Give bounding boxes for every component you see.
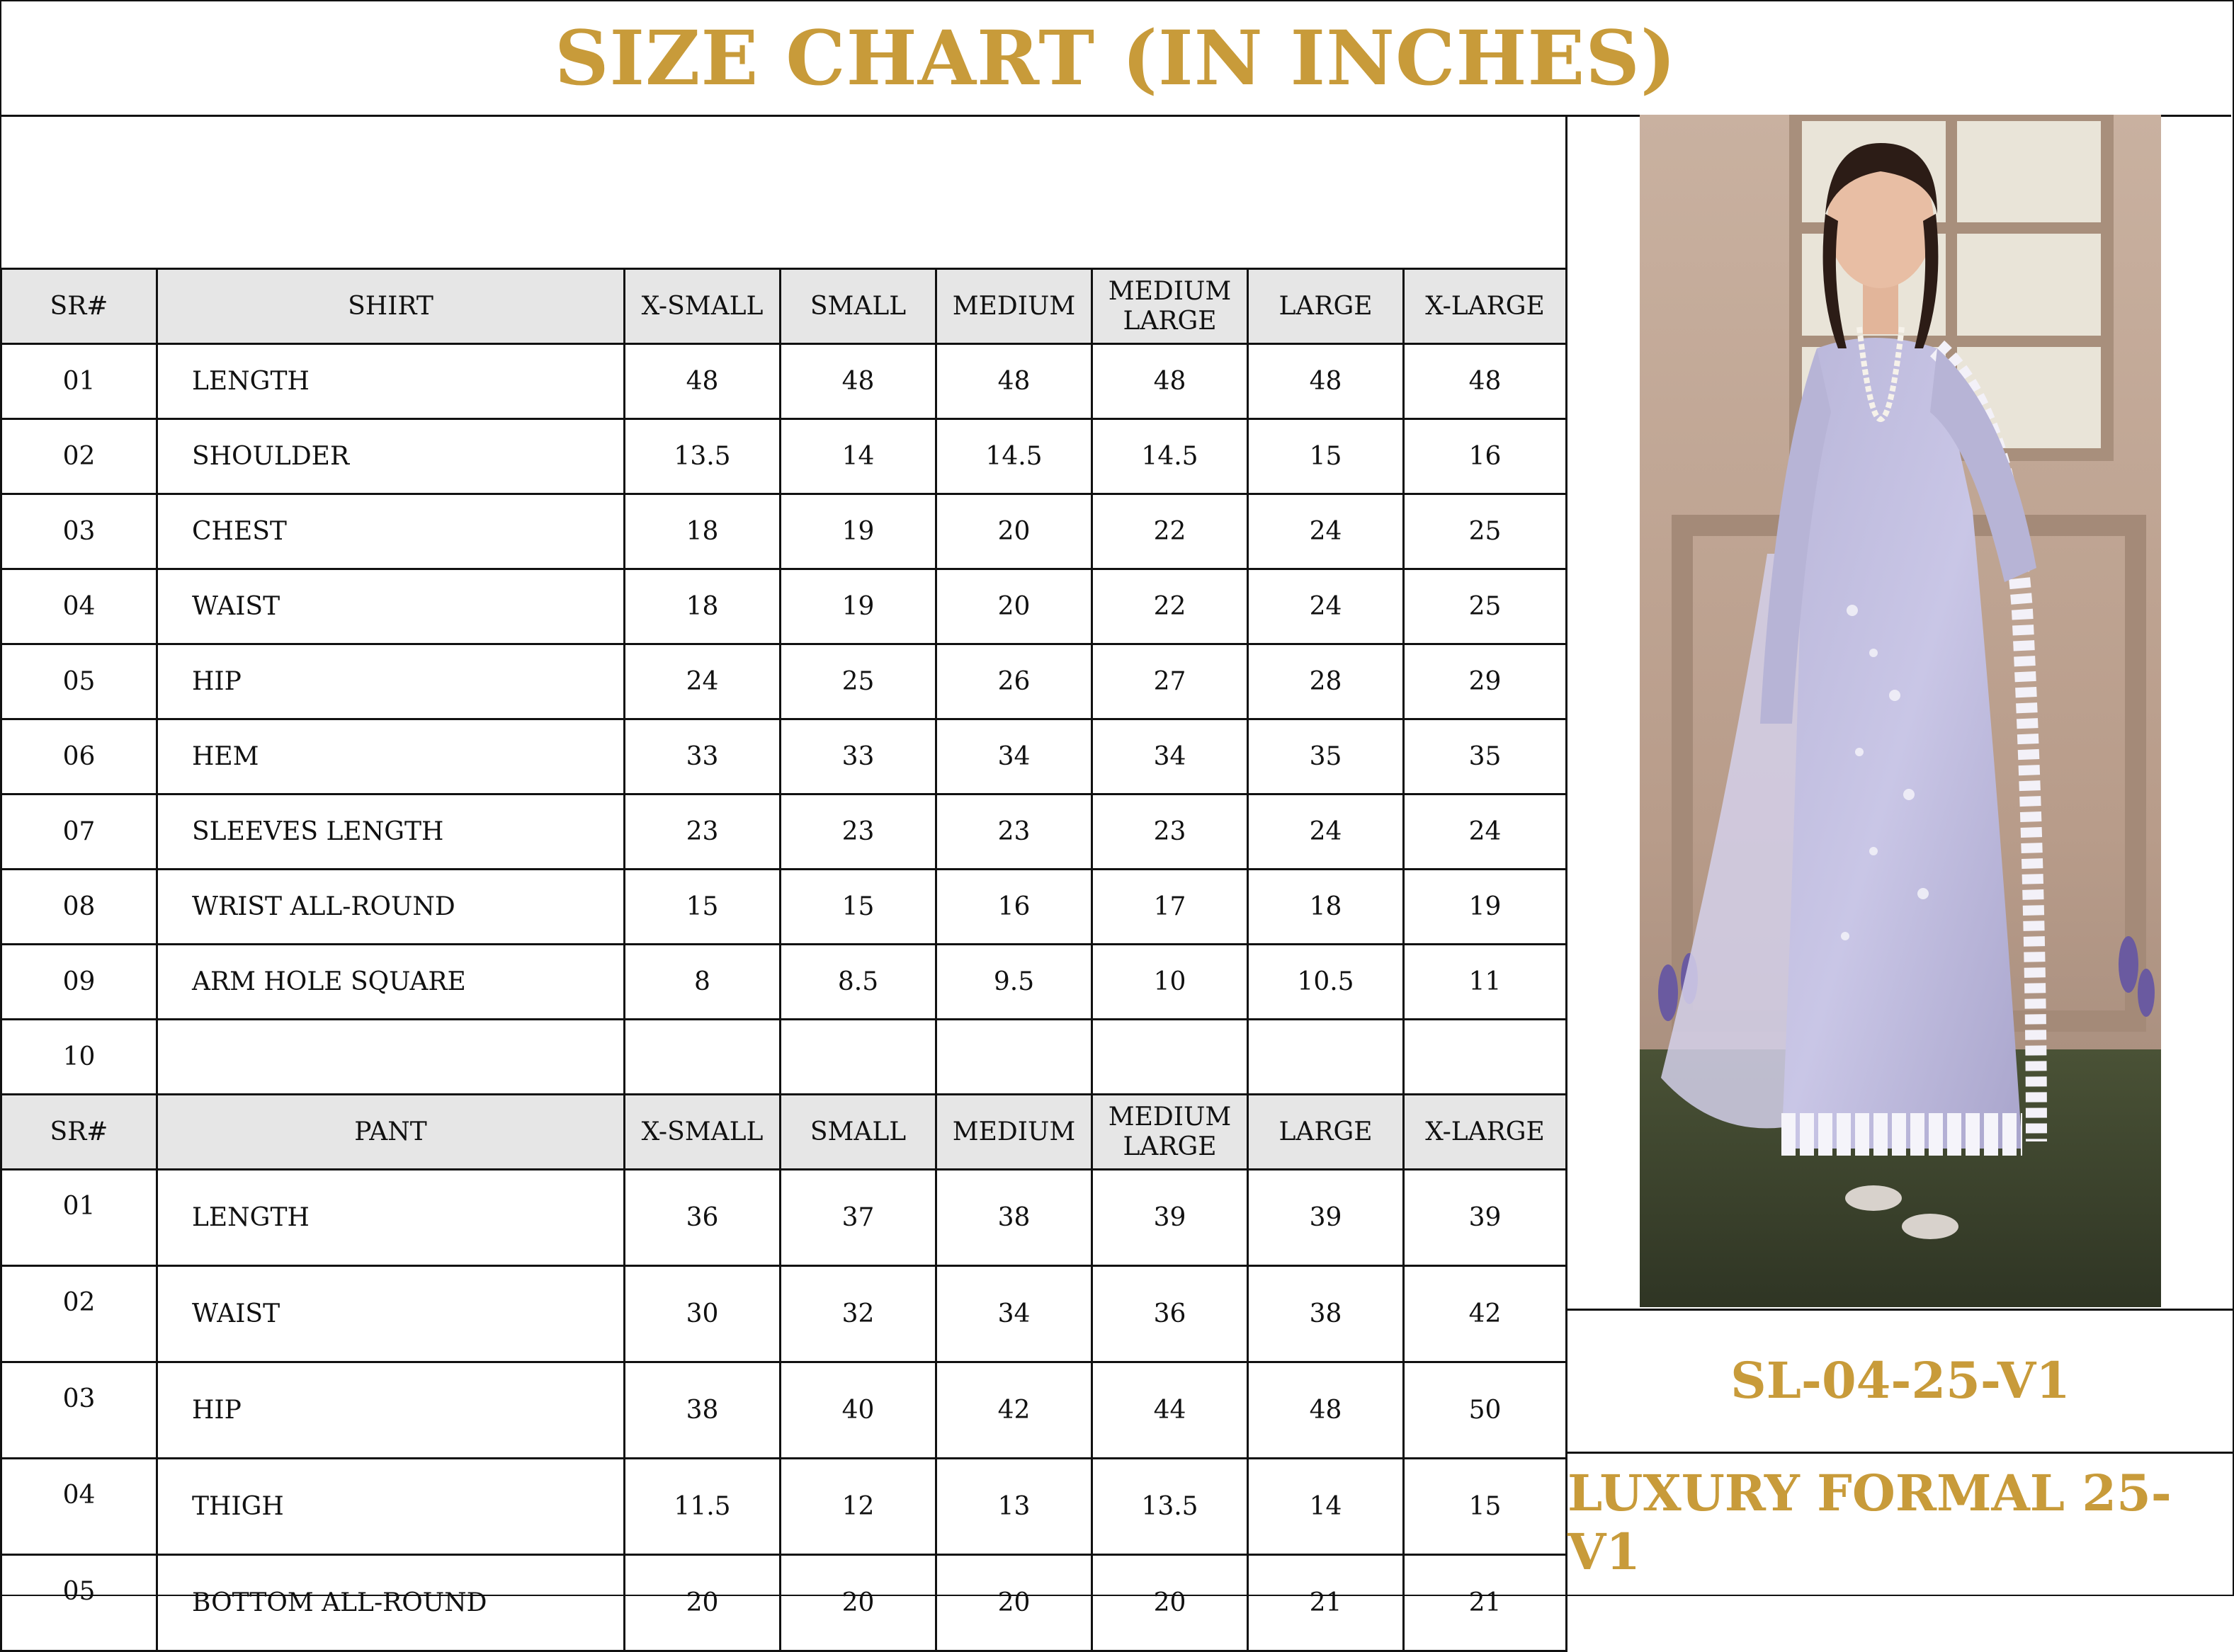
value-cell — [1092, 1020, 1248, 1095]
size-header: MEDIUM — [936, 1095, 1092, 1170]
value-cell: 24 — [1248, 569, 1404, 644]
value-cell: 28 — [1248, 644, 1404, 719]
sr-cell: 09 — [1, 945, 157, 1020]
value-cell: 13.5 — [625, 419, 781, 494]
collection-name: LUXURY FORMAL 25-V1 — [1567, 1464, 2172, 1581]
value-cell: 35 — [1248, 719, 1404, 794]
value-cell: 30 — [625, 1266, 781, 1362]
value-cell: 21 — [1248, 1555, 1404, 1651]
size-header: MEDIUM — [936, 269, 1092, 344]
value-cell: 25 — [1404, 569, 1567, 644]
value-cell: 33 — [625, 719, 781, 794]
value-cell: 48 — [781, 344, 936, 419]
sr-cell: 02 — [1, 419, 157, 494]
measurement-label: HIP — [157, 644, 625, 719]
value-cell: 48 — [1092, 344, 1248, 419]
blank-area — [0, 115, 1567, 268]
measurement-label: HEM — [157, 719, 625, 794]
measurement-label: WRIST ALL-ROUND — [157, 870, 625, 945]
value-cell: 17 — [1092, 870, 1248, 945]
measurement-label: WAIST — [157, 1266, 625, 1362]
value-cell: 36 — [1092, 1266, 1248, 1362]
value-cell: 44 — [1092, 1362, 1248, 1459]
sr-cell: 04 — [1, 569, 157, 644]
value-cell: 10.5 — [1248, 945, 1404, 1020]
size-chart-section — [0, 115, 1565, 1617]
value-cell: 29 — [1404, 644, 1567, 719]
value-cell: 37 — [781, 1170, 936, 1266]
value-cell: 12 — [781, 1459, 936, 1555]
value-cell: 23 — [936, 794, 1092, 870]
sr-cell: 02 — [1, 1266, 157, 1362]
value-cell: 26 — [936, 644, 1092, 719]
value-cell: 18 — [1248, 870, 1404, 945]
value-cell: 38 — [936, 1170, 1092, 1266]
measurement-label: HIP — [157, 1362, 625, 1459]
measurement-label: SHOULDER — [157, 419, 625, 494]
value-cell: 24 — [1248, 494, 1404, 569]
value-cell: 8 — [625, 945, 781, 1020]
size-header: X-LARGE — [1404, 1095, 1567, 1170]
size-header: X-SMALL — [625, 1095, 781, 1170]
value-cell: 16 — [936, 870, 1092, 945]
table-row — [1, 494, 1567, 569]
table-row — [1, 1170, 1567, 1266]
value-cell: 18 — [625, 569, 781, 644]
value-cell: 14.5 — [1092, 419, 1248, 494]
value-cell: 20 — [625, 1555, 781, 1651]
value-cell: 48 — [625, 344, 781, 419]
value-cell: 39 — [1092, 1170, 1248, 1266]
size-header: LARGE — [1248, 269, 1404, 344]
product-panel — [1565, 115, 2231, 1593]
value-cell: 32 — [781, 1266, 936, 1362]
sr-cell: 03 — [1, 1362, 157, 1459]
table-row — [1, 419, 1567, 494]
value-cell: 10 — [1092, 945, 1248, 1020]
product-code: SL-04-25-V1 — [1730, 1350, 2070, 1410]
value-cell: 35 — [1404, 719, 1567, 794]
value-cell: 14 — [1248, 1459, 1404, 1555]
sr-cell: 07 — [1, 794, 157, 870]
sr-cell: 01 — [1, 1170, 157, 1266]
value-cell: 11 — [1404, 945, 1567, 1020]
value-cell — [781, 1020, 936, 1095]
value-cell: 13.5 — [1092, 1459, 1248, 1555]
sr-cell: 08 — [1, 870, 157, 945]
sr-header: SR# — [1, 1095, 157, 1170]
table-row — [1, 945, 1567, 1020]
value-cell: 24 — [625, 644, 781, 719]
value-cell: 48 — [936, 344, 1092, 419]
value-cell — [1248, 1020, 1404, 1095]
value-cell: 13 — [936, 1459, 1092, 1555]
sr-cell: 01 — [1, 344, 157, 419]
size-header: MEDIUM LARGE — [1092, 269, 1248, 344]
sr-cell: 05 — [1, 1555, 157, 1651]
table-row — [1, 719, 1567, 794]
value-cell: 38 — [1248, 1266, 1404, 1362]
value-cell: 19 — [1404, 870, 1567, 945]
value-cell: 14 — [781, 419, 936, 494]
measurement-label: ARM HOLE SQUARE — [157, 945, 625, 1020]
value-cell: 20 — [1092, 1555, 1248, 1651]
value-cell: 16 — [1404, 419, 1567, 494]
table-row — [1, 1555, 1567, 1651]
size-chart-table — [0, 268, 1567, 1652]
sr-cell: 06 — [1, 719, 157, 794]
value-cell: 25 — [781, 644, 936, 719]
value-cell: 34 — [936, 1266, 1092, 1362]
value-cell: 15 — [781, 870, 936, 945]
size-header: SMALL — [781, 1095, 936, 1170]
value-cell: 27 — [1092, 644, 1248, 719]
page-title: SIZE CHART (IN INCHES) — [555, 13, 1677, 102]
pant-header-row — [1, 1095, 1567, 1170]
value-cell: 48 — [1248, 1362, 1404, 1459]
table-row — [1, 1459, 1567, 1555]
value-cell: 20 — [936, 569, 1092, 644]
size-header: SMALL — [781, 269, 936, 344]
model-photo — [1640, 115, 2161, 1307]
value-cell: 48 — [1404, 344, 1567, 419]
value-cell: 15 — [1248, 419, 1404, 494]
measurement-label: THIGH — [157, 1459, 625, 1555]
sr-cell: 03 — [1, 494, 157, 569]
size-header: MEDIUM LARGE — [1092, 1095, 1248, 1170]
value-cell: 18 — [625, 494, 781, 569]
value-cell: 50 — [1404, 1362, 1567, 1459]
value-cell: 24 — [1404, 794, 1567, 870]
value-cell: 9.5 — [936, 945, 1092, 1020]
measurement-label: LENGTH — [157, 1170, 625, 1266]
value-cell: 40 — [781, 1362, 936, 1459]
table-row — [1, 569, 1567, 644]
value-cell: 38 — [625, 1362, 781, 1459]
measurement-label: CHEST — [157, 494, 625, 569]
title-band — [0, 0, 2231, 117]
size-header: X-LARGE — [1404, 269, 1567, 344]
shirt-name-header: SHIRT — [157, 269, 625, 344]
value-cell — [1404, 1020, 1567, 1095]
measurement-label: BOTTOM ALL-ROUND — [157, 1555, 625, 1651]
size-header: LARGE — [1248, 1095, 1404, 1170]
table-row — [1, 344, 1567, 419]
value-cell: 11.5 — [625, 1459, 781, 1555]
table-row — [1, 1266, 1567, 1362]
value-cell: 42 — [1404, 1266, 1567, 1362]
value-cell: 22 — [1092, 494, 1248, 569]
measurement-label: WAIST — [157, 569, 625, 644]
value-cell: 33 — [781, 719, 936, 794]
table-row — [1, 794, 1567, 870]
sr-cell: 05 — [1, 644, 157, 719]
pant-name-header: PANT — [157, 1095, 625, 1170]
sr-header: SR# — [1, 269, 157, 344]
value-cell: 42 — [936, 1362, 1092, 1459]
value-cell: 23 — [1092, 794, 1248, 870]
value-cell: 20 — [936, 1555, 1092, 1651]
value-cell — [625, 1020, 781, 1095]
sr-cell: 04 — [1, 1459, 157, 1555]
value-cell: 23 — [625, 794, 781, 870]
value-cell — [936, 1020, 1092, 1095]
value-cell: 15 — [1404, 1459, 1567, 1555]
value-cell: 14.5 — [936, 419, 1092, 494]
value-cell: 22 — [1092, 569, 1248, 644]
photo-frame — [1565, 115, 2233, 1311]
table-row — [1, 870, 1567, 945]
sr-cell: 10 — [1, 1020, 157, 1095]
value-cell: 20 — [781, 1555, 936, 1651]
table-row — [1, 1362, 1567, 1459]
table-row — [1, 1020, 1567, 1095]
value-cell: 20 — [936, 494, 1092, 569]
value-cell: 24 — [1248, 794, 1404, 870]
value-cell: 39 — [1248, 1170, 1404, 1266]
value-cell: 21 — [1404, 1555, 1567, 1651]
value-cell: 19 — [781, 569, 936, 644]
shirt-header-row — [1, 269, 1567, 344]
value-cell: 34 — [1092, 719, 1248, 794]
value-cell: 19 — [781, 494, 936, 569]
measurement-label — [157, 1020, 625, 1095]
value-cell: 36 — [625, 1170, 781, 1266]
measurement-label: LENGTH — [157, 344, 625, 419]
value-cell: 39 — [1404, 1170, 1567, 1266]
collection-name-box — [1565, 1452, 2233, 1593]
size-header: X-SMALL — [625, 269, 781, 344]
value-cell: 25 — [1404, 494, 1567, 569]
value-cell: 48 — [1248, 344, 1404, 419]
value-cell: 34 — [936, 719, 1092, 794]
product-code-box — [1565, 1309, 2233, 1454]
value-cell: 23 — [781, 794, 936, 870]
size-chart-body — [1, 269, 1567, 1651]
table-row — [1, 644, 1567, 719]
value-cell: 8.5 — [781, 945, 936, 1020]
measurement-label: SLEEVES LENGTH — [157, 794, 625, 870]
value-cell: 15 — [625, 870, 781, 945]
